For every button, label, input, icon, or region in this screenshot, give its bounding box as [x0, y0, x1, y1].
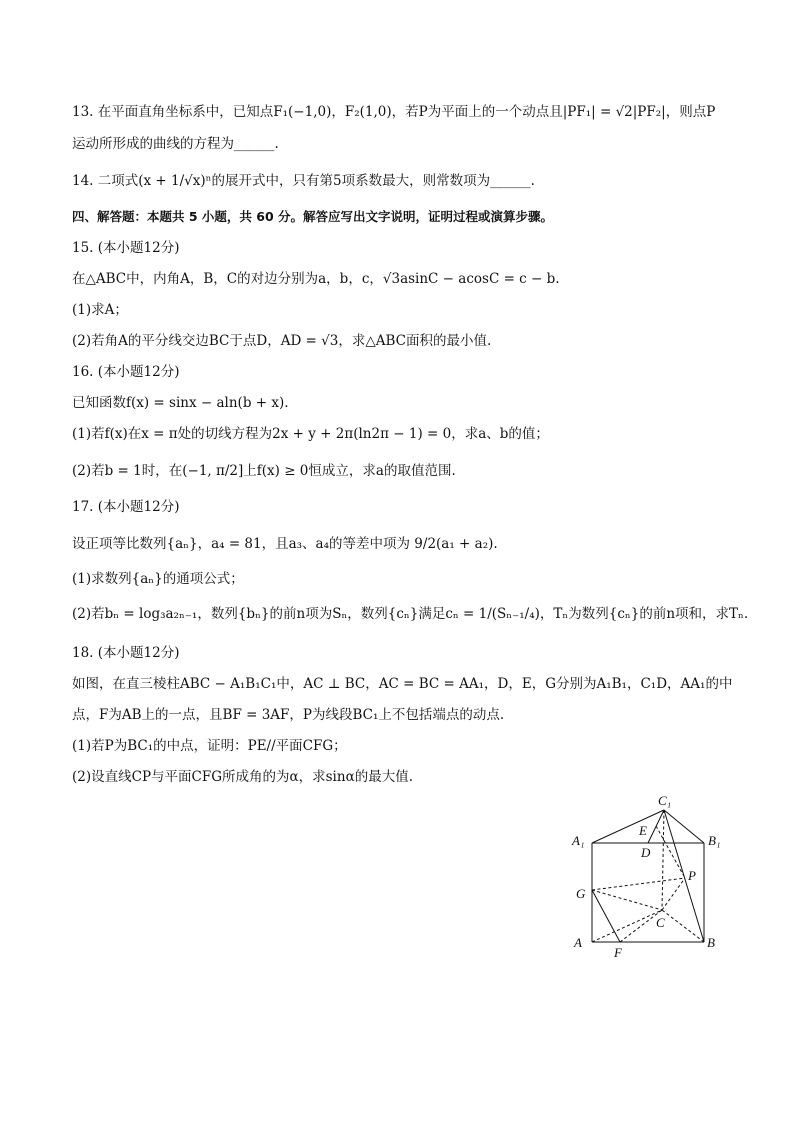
- p16-stem: 已知函数f(x) = sinx − aln(b + x).: [72, 395, 289, 411]
- p18-q2: (2)设直线CP与平面CFG所成角的为α，求sinα的最大值.: [72, 769, 413, 785]
- segment-CP: [662, 878, 685, 910]
- p13-line1: 13. 在平面直角坐标系中，已知点F₁(−1,0)，F₂(1,0)，若P为平面上的一个动点且|PF₁| = √2|PF₂|，则点P: [72, 104, 716, 120]
- p17-q1: (1)求数列{aₙ}的通项公式；: [72, 571, 244, 587]
- p18-q1: (1)若P为BC₁的中点，证明：PE//平面CFG；: [72, 738, 347, 754]
- p16-q1: (1)若f(x)在x = π处的切线方程为2x + y + 2π(ln2π − 1) = 0，求a、b的值；: [72, 426, 549, 442]
- label-C1: C₁: [658, 793, 672, 808]
- label-A: A: [574, 935, 582, 950]
- label-B1: B₁: [708, 833, 721, 848]
- label-F: F: [614, 945, 622, 960]
- p16-head: 16. (本小题12分): [72, 364, 180, 380]
- p15-stem: 在△ABC中，内角A，B，C的对边分别为a，b，c，√3asinC − acosC = c − b.: [72, 271, 560, 287]
- label-A1: A₁: [572, 833, 585, 848]
- edge-A1C1: [592, 810, 664, 843]
- p15-q2: (2)若角A的平分线交边BC于点D，AD = √3，求△ABC面积的最小值.: [72, 333, 492, 349]
- p18-head: 18. (本小题12分): [72, 645, 180, 661]
- p18-stem2: 点，F为AB上的一点，且BF = 3AF，P为线段BC₁上不包括端点的动点.: [72, 707, 505, 723]
- p17-head: 17. (本小题12分): [72, 499, 180, 515]
- p17-q2: (2)若bₙ = log₃a₂ₙ₋₁，数列{bₙ}的前n项为Sₙ，数列{cₙ}满足cₙ = 1/(Sₙ₋₁/₄)，Tₙ为数列{cₙ}的前n项和，求Tₙ.: [72, 606, 749, 622]
- p17-stem: 设正项等比数列{aₙ}，a₄ = 81，且a₃、a₄的等差中项为 9/2(a₁ + a₂).: [72, 536, 498, 552]
- p14-line1: 14. 二项式(x + 1/√x)ⁿ的展开式中，只有第5项系数最大，则常数项为______.: [72, 173, 535, 189]
- section-heading: 四、解答题：本题共 5 小题，共 60 分。解答应写出文字说明，证明过程或演算步骤。: [72, 209, 554, 224]
- p13-line2: 运动所形成的曲线的方程为______.: [72, 136, 279, 152]
- segment-GP: [592, 878, 685, 890]
- edge-CC1: [662, 810, 664, 910]
- label-D: D: [641, 845, 651, 860]
- label-P: P: [688, 868, 696, 883]
- segment-GC: [592, 890, 662, 910]
- edge-B1C1: [664, 810, 704, 843]
- prism-figure: [566, 790, 736, 965]
- label-E: E: [639, 823, 647, 838]
- p15-q1: (1)求A；: [72, 302, 128, 318]
- label-G: G: [576, 886, 586, 901]
- segment-EP: [656, 826, 685, 878]
- p16-q2: (2)若b = 1时，在(−1, π/2]上f(x) ≥ 0恒成立，求a的取值范围.: [72, 463, 456, 479]
- p15-head: 15. (本小题12分): [72, 240, 180, 256]
- label-C: C: [656, 915, 665, 930]
- edge-BC: [662, 910, 704, 942]
- p18-stem1: 如图，在直三棱柱ABC − A₁B₁C₁中，AC ⊥ BC，AC = BC = AA₁，D，E，G分别为A₁B₁，C₁D，AA₁的中: [72, 676, 733, 692]
- label-B: B: [707, 935, 715, 950]
- segment-GF: [592, 890, 620, 942]
